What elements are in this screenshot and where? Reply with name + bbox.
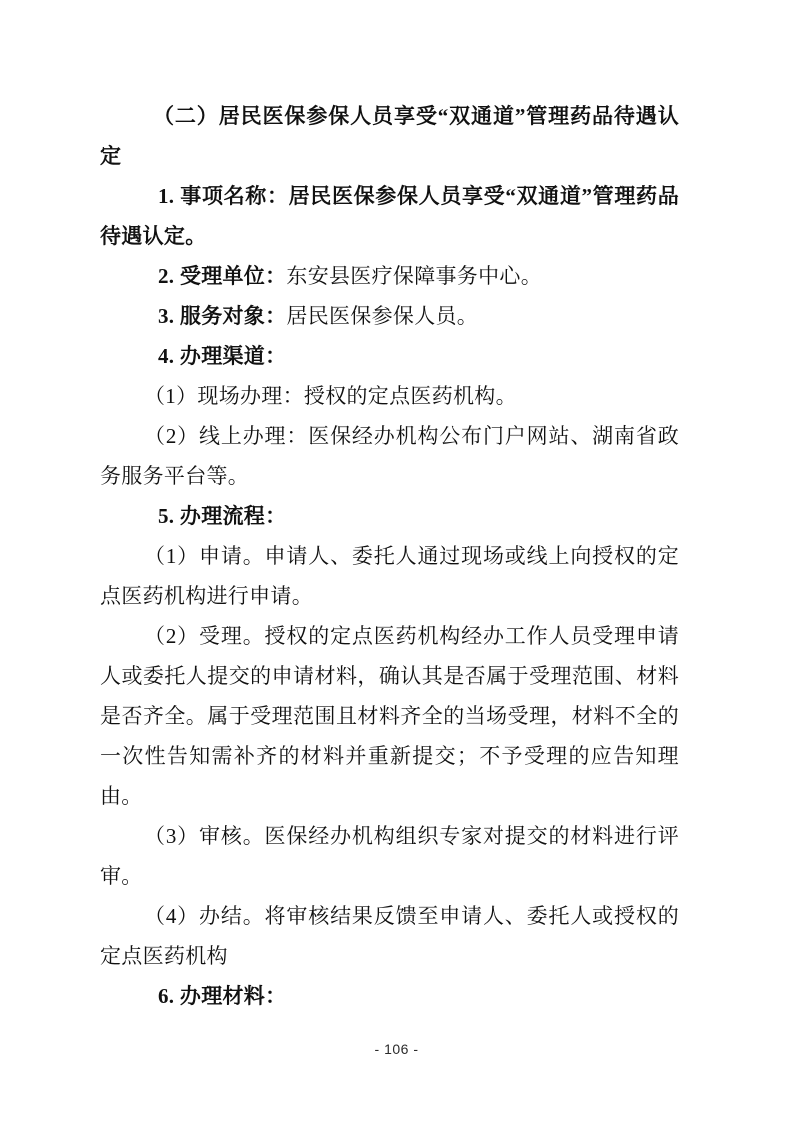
para-accepting-unit-text: 东安县医疗保障事务中心。 xyxy=(286,264,543,288)
para-item-name-text: 居民医保参保人员享受“双通道”管理药品待遇认定。 xyxy=(100,184,679,248)
para-channel-online xyxy=(100,416,679,496)
para-item-name xyxy=(100,176,679,256)
para-channels xyxy=(100,336,679,376)
para-process xyxy=(100,496,679,536)
para-channel-onsite-text: （1）现场办理：授权的定点医药机构。 xyxy=(144,384,517,408)
para-service-target-text: 居民医保参保人员。 xyxy=(286,304,479,328)
para-service-target xyxy=(100,296,679,336)
para-service-target-label: 3. 服务对象： xyxy=(158,304,287,328)
para-process-complete xyxy=(100,896,679,976)
para-process-review-text: （3）审核。医保经办机构组织专家对提交的材料进行评审。 xyxy=(100,824,679,888)
para-item-name-label: 1. 事项名称： xyxy=(158,184,289,208)
para-channel-onsite xyxy=(100,376,679,416)
para-process-accept-text: （2）受理。授权的定点医药机构经办工作人员受理申请人或委托人提交的申请材料，确认其是否属于受理范围、材料是否齐全。属于受理范围且材料齐全的当场受理，材料不全的一次性告知需补齐的材料并重新提交；不予受理的应告知理由。 xyxy=(100,624,679,808)
para-materials xyxy=(100,976,679,1016)
para-materials-label: 6. 办理材料： xyxy=(158,984,287,1008)
para-accepting-unit xyxy=(100,256,679,296)
para-process-label: 5. 办理流程： xyxy=(158,504,287,528)
section-heading-text: （二）居民医保参保人员享受“双通道”管理药品待遇认定 xyxy=(100,104,679,168)
para-channel-online-text: （2）线上办理：医保经办机构公布门户网站、湖南省政务服务平台等。 xyxy=(100,424,679,488)
page-number: - 106 - xyxy=(374,1041,419,1057)
para-process-review xyxy=(100,816,679,896)
para-channels-label: 4. 办理渠道： xyxy=(158,344,287,368)
para-accepting-unit-label: 2. 受理单位： xyxy=(158,264,287,288)
para-process-apply-text: （1）申请。申请人、委托人通过现场或线上向授权的定点医药机构进行申请。 xyxy=(100,544,679,608)
section-heading xyxy=(100,96,679,176)
para-process-accept xyxy=(100,616,679,816)
para-process-complete-text: （4）办结。将审核结果反馈至申请人、委托人或授权的定点医药机构 xyxy=(100,904,679,968)
para-process-apply xyxy=(100,536,679,616)
